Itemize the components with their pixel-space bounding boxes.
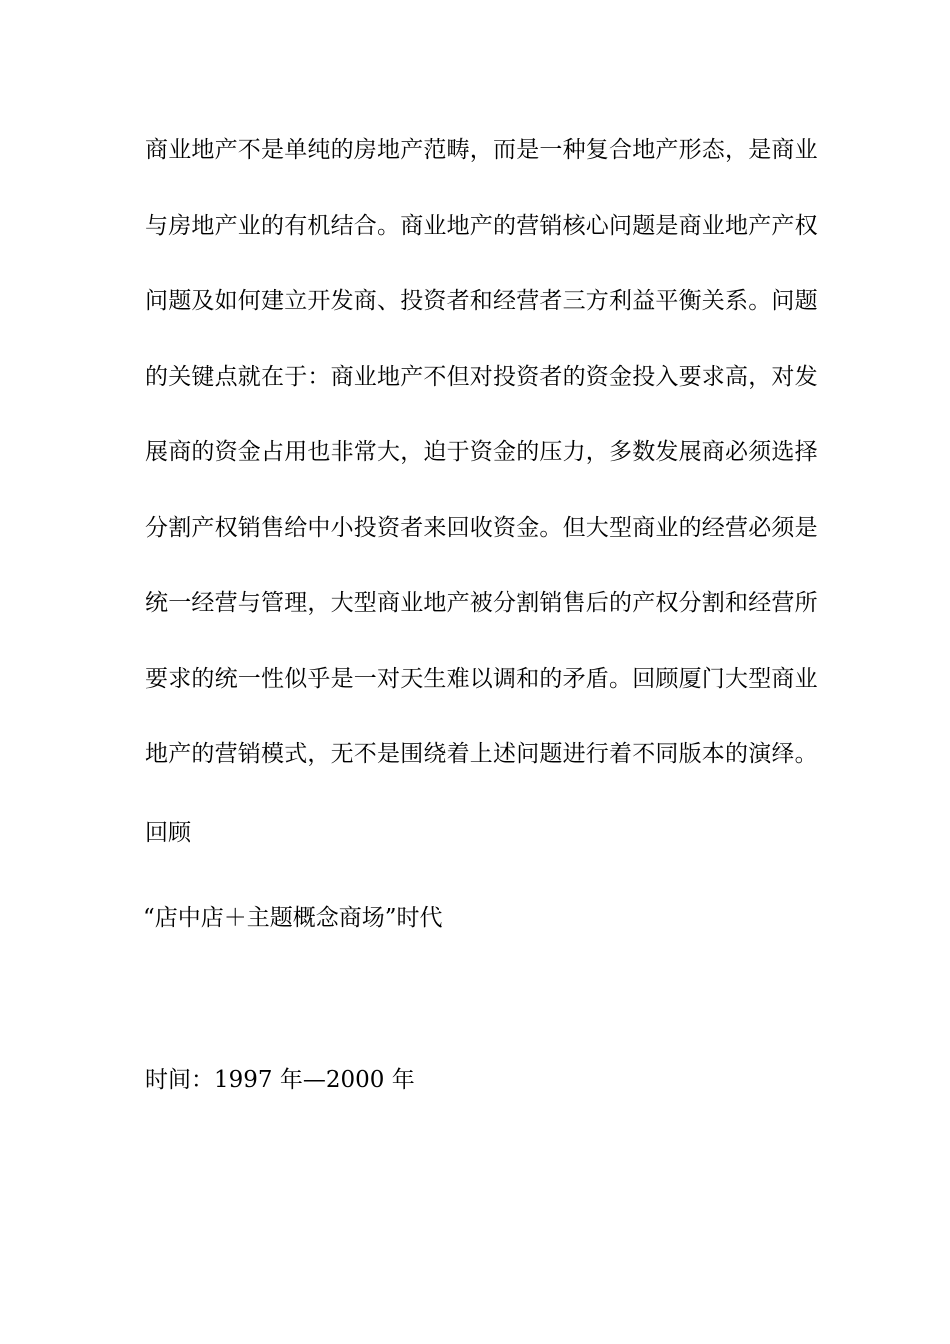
paragraph-line-8: 要求的统一性似乎是一对天生难以调和的矛盾。回顾厦门大型商业	[145, 665, 818, 692]
paragraph-line-4: 的关键点就在于：商业地产不但对投资者的资金投入要求高，对发	[145, 363, 818, 390]
paragraph-line-7: 统一经营与管理，大型商业地产被分割销售后的产权分割和经营所	[145, 590, 818, 616]
paragraph-line-6: 分割产权销售给中小投资者来回收资金。但大型商业的经营必须是	[145, 514, 818, 541]
paragraph-line-5: 展商的资金占用也非常大，迫于资金的压力，多数发展商必须选择	[145, 439, 818, 465]
paragraph-line-3: 问题及如何建立开发商、投资者和经营者三方利益平衡关系。问题	[145, 288, 818, 314]
era-title: “店中店＋主题概念商场”时代	[143, 905, 443, 931]
paragraph-line-1: 商业地产不是单纯的房地产范畴，而是一种复合地产形态，是商业	[145, 137, 818, 163]
time-range-line: 时间：1997 年—2000 年	[145, 1067, 415, 1093]
review-heading: 回顾	[145, 820, 191, 846]
paragraph-line-2: 与房地产业的有机结合。商业地产的营销核心问题是商业地产产权	[145, 212, 818, 239]
paragraph-line-9: 地产的营销模式，无不是围绕着上述问题进行着不同版本的演绎。	[145, 741, 818, 767]
body-paragraph	[145, 128, 818, 808]
